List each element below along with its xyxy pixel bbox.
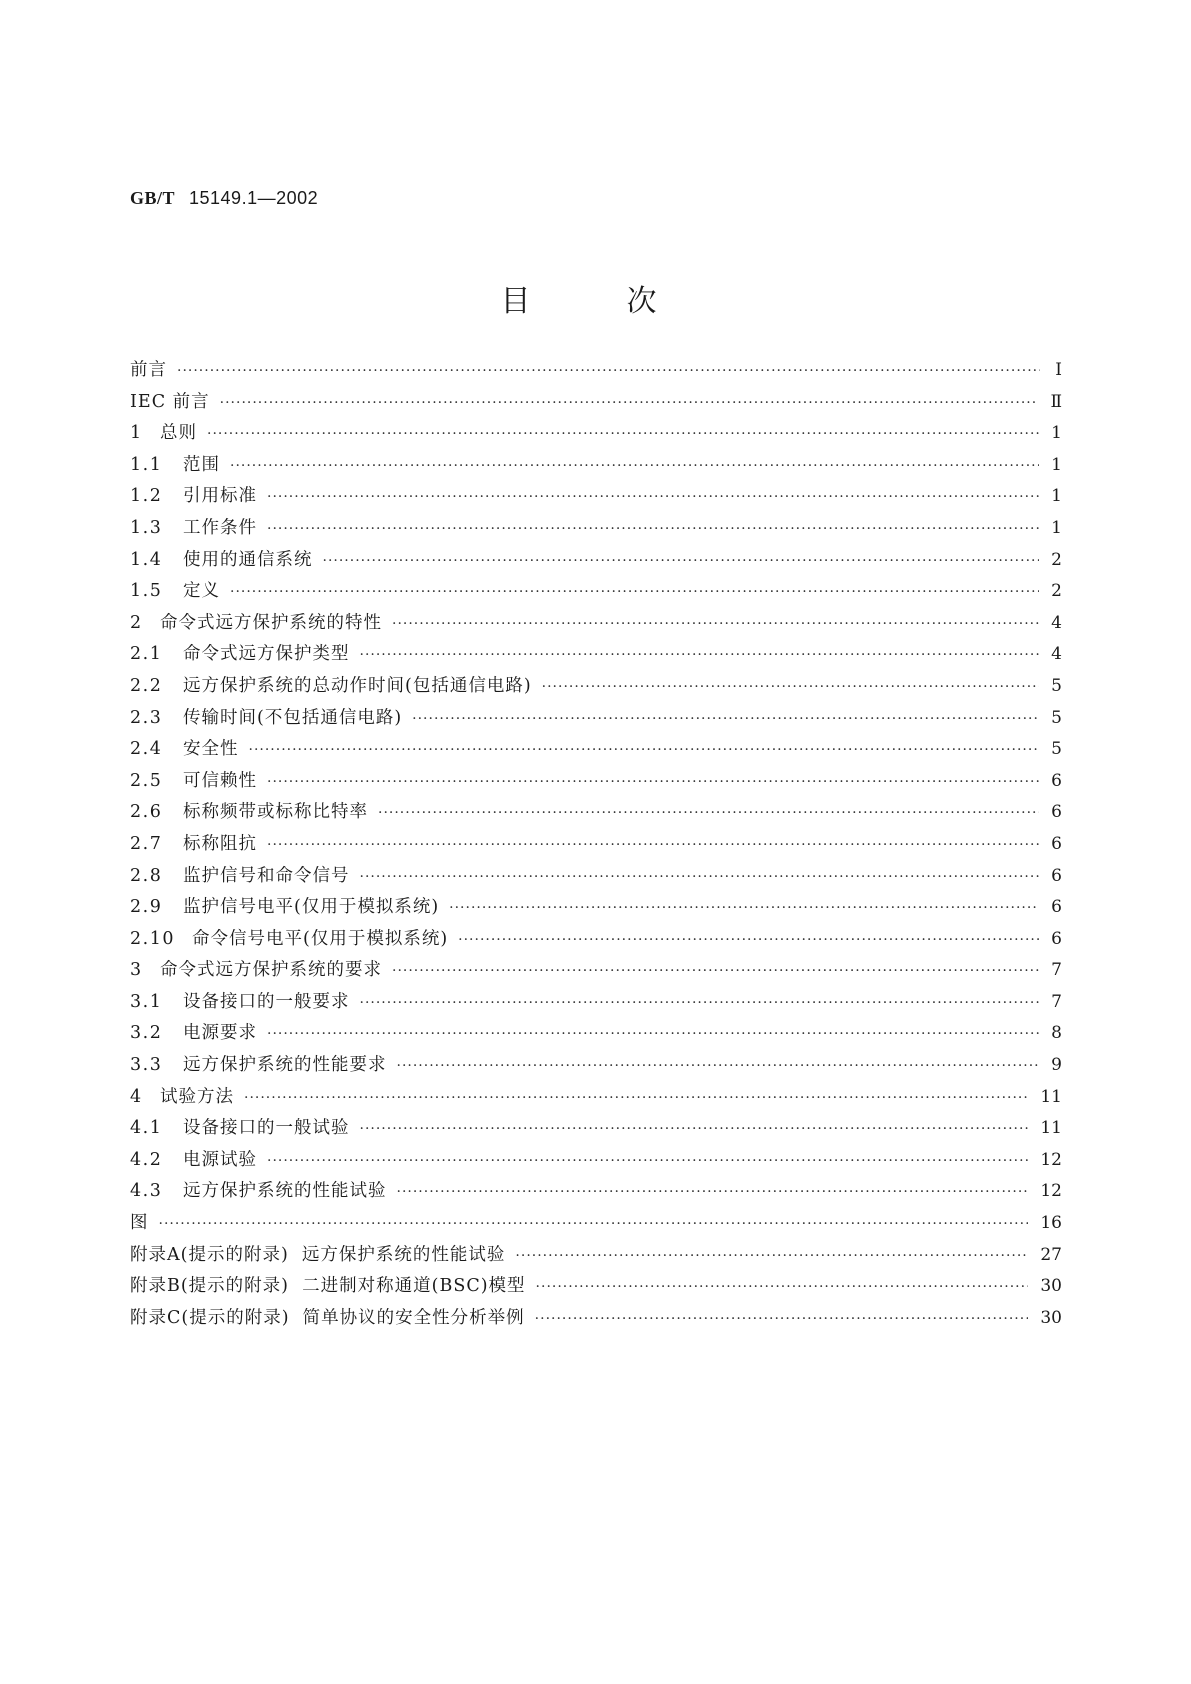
toc-entry-page: 5 (1051, 675, 1062, 696)
toc-entry-page: 7 (1051, 991, 1062, 1012)
toc-entry-number: 2.8 (130, 865, 163, 886)
toc-entry-number: 1 (130, 423, 143, 444)
toc-entry[interactable] (130, 956, 1062, 988)
toc-entry-number: 1.4 (130, 549, 163, 570)
dot-leader (360, 995, 1040, 1011)
toc-entry-page: 11 (1040, 1118, 1062, 1139)
toc-entry-page: 9 (1051, 1055, 1062, 1076)
toc-entry-title: 附录C(提示的附录) 简单协议的安全性分析举例 (130, 1307, 525, 1328)
dot-leader (267, 521, 1039, 537)
toc-entry-title: 引用标准 (183, 486, 257, 507)
toc-entry-page: 2 (1051, 549, 1062, 570)
dot-leader (267, 1153, 1028, 1169)
toc-entry-title: 可信赖性 (183, 770, 257, 791)
dot-leader (267, 1026, 1039, 1042)
dot-leader (177, 363, 1040, 379)
toc-entry-title: 远方保护系统的性能要求 (183, 1055, 387, 1076)
toc-entry-title: 附录B(提示的附录) 二进制对称通道(BSC)模型 (130, 1276, 526, 1297)
toc-entry-title: 安全性 (183, 739, 239, 760)
toc-entry-title: 使用的通信系统 (183, 549, 313, 570)
toc-entry-title: 附录A(提示的附录) 远方保护系统的性能试验 (130, 1244, 506, 1265)
toc-entry[interactable] (130, 1019, 1062, 1051)
toc-entry-page: 6 (1051, 865, 1062, 886)
toc-entry-page: 30 (1040, 1307, 1062, 1328)
toc-entry-title: 总则 (160, 423, 197, 444)
toc-entry-title: 标称频带或标称比特率 (183, 802, 368, 823)
toc-entry[interactable] (130, 1083, 1062, 1115)
toc-entry-title: 命令式远方保护系统的要求 (160, 960, 382, 981)
toc-entry-title: 命令信号电平(仅用于模拟系统) (192, 928, 449, 949)
toc-entry-title: 试验方法 (160, 1086, 234, 1107)
toc-entry[interactable] (130, 735, 1062, 767)
dot-leader (249, 742, 1040, 758)
dot-leader (360, 869, 1040, 885)
toc-entry[interactable] (130, 1304, 1062, 1336)
toc-entry-title: 范围 (183, 454, 220, 475)
toc-entry[interactable] (130, 419, 1062, 451)
toc-entry-page: 1 (1051, 486, 1062, 507)
toc-entry-page: 1 (1051, 517, 1062, 538)
toc-entry[interactable] (130, 988, 1062, 1020)
toc-entry-title: 设备接口的一般试验 (183, 1118, 350, 1139)
toc-entry[interactable] (130, 609, 1062, 641)
dot-leader (207, 426, 1039, 442)
toc-entry[interactable] (130, 672, 1062, 704)
toc-entry-number: 1.3 (130, 517, 163, 538)
toc-entry[interactable] (130, 767, 1062, 799)
toc-entry-page: 8 (1051, 1023, 1062, 1044)
toc-entry-page: 1 (1051, 454, 1062, 475)
toc-entry[interactable] (130, 704, 1062, 736)
dot-leader (244, 1090, 1028, 1106)
toc-entry-title: 命令式远方保护类型 (183, 644, 350, 665)
toc-entry-page: 7 (1051, 960, 1062, 981)
toc-entry-title: 设备接口的一般要求 (183, 991, 350, 1012)
page-title: 目次 (500, 284, 753, 319)
toc-entry-number: 3 (130, 960, 143, 981)
toc-entry-number: 4 (130, 1086, 143, 1107)
dot-leader (412, 711, 1039, 727)
toc-entry-number: 1.1 (130, 454, 163, 475)
dot-leader (267, 774, 1039, 790)
toc-entry-page: 12 (1040, 1181, 1062, 1202)
toc-entry-number: 2.5 (130, 770, 163, 791)
dot-leader (515, 1248, 1028, 1264)
dot-leader (397, 1058, 1040, 1074)
toc-entry-title: 命令式远方保护系统的特性 (160, 612, 382, 633)
toc-entry-number: 3.1 (130, 991, 163, 1012)
dot-leader (392, 616, 1039, 632)
dot-leader (536, 1279, 1029, 1295)
toc-entry-number: 2.3 (130, 707, 163, 728)
toc-entry-number: 4.1 (130, 1118, 163, 1139)
toc-entry[interactable] (130, 1051, 1062, 1083)
dot-leader (458, 932, 1039, 948)
toc-entry[interactable] (130, 1272, 1062, 1304)
toc-entry[interactable] (130, 1241, 1062, 1273)
toc-entry-page: 5 (1051, 707, 1062, 728)
toc-entry[interactable] (130, 356, 1062, 388)
toc-entry[interactable] (130, 640, 1062, 672)
dot-leader (230, 458, 1039, 474)
standard-prefix: GB/T (130, 188, 176, 208)
toc-entry-number: 2 (130, 612, 143, 633)
toc-entry-number: 2.6 (130, 802, 163, 823)
toc-entry-page: 27 (1040, 1244, 1062, 1265)
toc-entry[interactable] (130, 451, 1062, 483)
standard-number: 15149.1—2002 (189, 188, 319, 208)
toc-entry[interactable] (130, 1146, 1062, 1178)
toc-entry-number: 3.3 (130, 1055, 163, 1076)
dot-leader (397, 1184, 1029, 1200)
standard-code-header (130, 188, 318, 209)
toc-entry[interactable] (130, 830, 1062, 862)
dot-leader (392, 963, 1039, 979)
toc-entry[interactable] (130, 1114, 1062, 1146)
toc-entry[interactable] (130, 862, 1062, 894)
toc-entry-number: 2.7 (130, 833, 163, 854)
toc-entry-title: IEC 前言 (130, 391, 210, 412)
toc-entry-title: 监护信号电平(仅用于模拟系统) (183, 897, 440, 918)
toc-entry-page: 5 (1051, 739, 1062, 760)
dot-leader (535, 1311, 1029, 1327)
toc-entry-number: 4.2 (130, 1149, 163, 1170)
toc-entry-page: 6 (1051, 897, 1062, 918)
toc-entry[interactable] (130, 798, 1062, 830)
toc-entry-number: 2.10 (130, 928, 175, 949)
toc-entry-page: 6 (1051, 802, 1062, 823)
dot-leader (360, 647, 1040, 663)
dot-leader (267, 837, 1039, 853)
toc-entry[interactable] (130, 388, 1062, 420)
toc-entry-title: 电源试验 (183, 1149, 257, 1170)
toc-entry-title: 前言 (130, 360, 167, 380)
dot-leader (267, 489, 1039, 505)
toc-entry-title: 远方保护系统的性能试验 (183, 1181, 387, 1202)
dot-leader (542, 679, 1040, 695)
toc-entry[interactable] (130, 1177, 1062, 1209)
toc-entry-page: 2 (1051, 581, 1062, 602)
toc-entry-title: 监护信号和命令信号 (183, 865, 350, 886)
toc-entry-number: 2.9 (130, 897, 163, 918)
toc-entry-page: Ⅱ (1050, 391, 1062, 412)
toc-entry[interactable] (130, 577, 1062, 609)
toc-entry-number: 2.4 (130, 739, 163, 760)
toc-entry-page: 6 (1051, 928, 1062, 949)
toc-entry[interactable] (130, 925, 1062, 957)
toc-entry[interactable] (130, 546, 1062, 578)
dot-leader (449, 900, 1039, 916)
toc-entry-page: 30 (1040, 1276, 1062, 1297)
toc-entry-page: 16 (1040, 1213, 1062, 1234)
toc-entry[interactable] (130, 893, 1062, 925)
toc-entry-title: 电源要求 (183, 1023, 257, 1044)
toc-entry-title: 工作条件 (183, 517, 257, 538)
toc-entry-page: 4 (1051, 612, 1062, 633)
toc-entry-title: 标称阻抗 (183, 833, 257, 854)
toc-entry-page: 1 (1051, 423, 1062, 444)
toc-entry-title: 图 (130, 1213, 149, 1234)
toc-entry[interactable] (130, 482, 1062, 514)
dot-leader (230, 584, 1039, 600)
dot-leader (159, 1216, 1029, 1232)
toc-entry-page: 6 (1051, 833, 1062, 854)
toc-entry-page: Ⅰ (1055, 360, 1062, 380)
toc-entry-page: 4 (1051, 644, 1062, 665)
toc-entry-title: 远方保护系统的总动作时间(包括通信电路) (183, 675, 532, 696)
toc-entry-number: 2.2 (130, 675, 163, 696)
toc-entry-number: 1.5 (130, 581, 163, 602)
dot-leader (220, 395, 1039, 411)
toc-entry-page: 6 (1051, 770, 1062, 791)
toc-entry-page: 12 (1040, 1149, 1062, 1170)
dot-leader (378, 805, 1039, 821)
dot-leader (323, 553, 1040, 569)
toc-entry-number: 4.3 (130, 1181, 163, 1202)
toc-entry-number: 2.1 (130, 644, 163, 665)
toc-entry-number: 3.2 (130, 1023, 163, 1044)
toc-entry[interactable] (130, 514, 1062, 546)
toc-entry-number: 1.2 (130, 486, 163, 507)
toc-entry-title: 定义 (183, 581, 220, 602)
dot-leader (360, 1121, 1029, 1137)
toc-entry[interactable] (130, 1209, 1062, 1241)
toc-entry-page: 11 (1040, 1086, 1062, 1107)
table-of-contents (130, 356, 1062, 1335)
toc-entry-title: 传输时间(不包括通信电路) (183, 707, 403, 728)
